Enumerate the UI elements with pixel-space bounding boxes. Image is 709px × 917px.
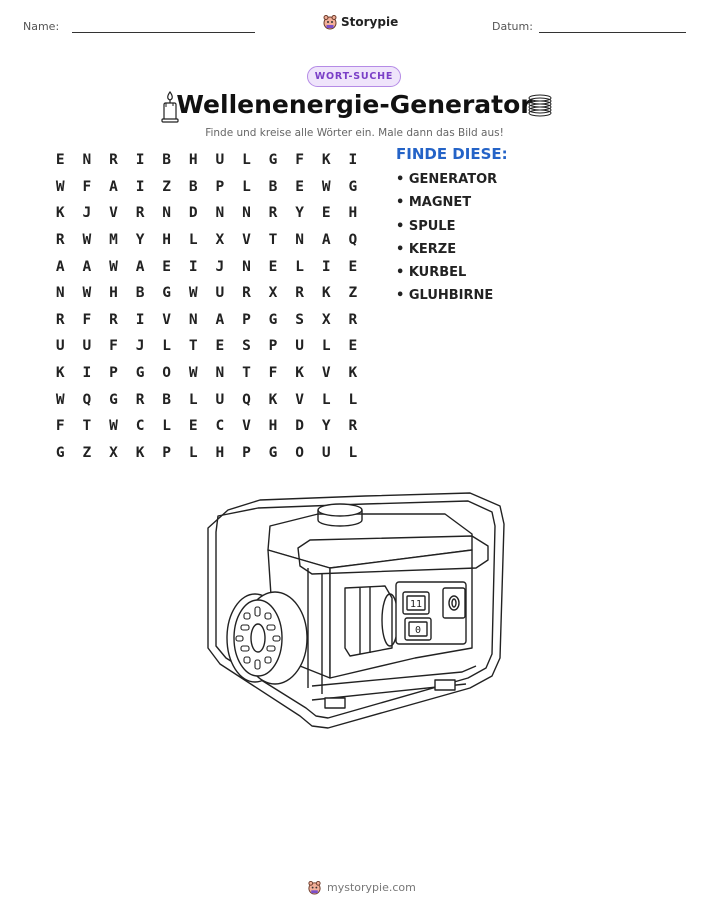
grid-letter[interactable]: I <box>135 178 145 195</box>
brand-name: Storypie <box>341 15 399 29</box>
grid-row <box>47 227 366 254</box>
grid-letter[interactable]: Z <box>162 178 172 195</box>
grid-letter[interactable]: M <box>109 232 118 249</box>
grid-letter[interactable]: U <box>55 338 65 355</box>
grid-letter[interactable]: A <box>55 258 65 275</box>
grid-letter[interactable]: R <box>242 285 251 302</box>
grid-row <box>47 174 366 201</box>
storypie-mascot-icon <box>307 880 322 895</box>
grid-letter[interactable]: P <box>109 365 118 382</box>
page-title: Wellenenergie-Generator <box>176 90 533 119</box>
grid-letter[interactable]: W <box>321 178 331 195</box>
grid-letter[interactable]: G <box>135 365 145 382</box>
brand-logo <box>322 14 398 30</box>
grid-letter[interactable]: L <box>162 418 172 435</box>
grid-letter[interactable]: A <box>215 311 225 328</box>
word-list-item: • MAGNET <box>396 195 472 211</box>
grid-letter[interactable]: N <box>215 365 225 382</box>
grid-letter[interactable]: W <box>109 418 118 435</box>
grid-letter[interactable]: H <box>162 232 172 249</box>
grid-letter[interactable]: K <box>295 365 304 382</box>
grid-row <box>47 333 366 360</box>
grid-letter[interactable]: U <box>321 444 331 461</box>
grid-letter[interactable]: A <box>321 232 331 249</box>
word-list-item: • KERZE <box>396 241 457 257</box>
grid-letter[interactable]: I <box>321 258 331 275</box>
grid-letter[interactable]: H <box>215 444 225 461</box>
grid-letter[interactable]: F <box>268 365 278 382</box>
grid-letter[interactable]: E <box>188 418 198 435</box>
grid-row <box>47 147 366 174</box>
grid-letter[interactable]: Z <box>348 285 358 302</box>
grid-letter[interactable]: G <box>268 444 278 461</box>
footer <box>307 880 416 895</box>
grid-letter[interactable]: R <box>295 285 304 302</box>
grid-letter[interactable]: B <box>162 391 172 408</box>
name-label: Name: <box>23 20 60 33</box>
grid-letter[interactable]: T <box>82 418 92 435</box>
grid-letter[interactable]: F <box>295 152 304 169</box>
grid-letter[interactable]: L <box>242 178 251 195</box>
grid-letter[interactable]: N <box>188 311 198 328</box>
grid-letter[interactable]: K <box>55 205 65 222</box>
grid-letter[interactable]: J <box>82 205 92 222</box>
grid-letter[interactable]: N <box>242 258 251 275</box>
grid-letter[interactable]: X <box>109 444 118 461</box>
grid-letter[interactable]: K <box>321 152 331 169</box>
grid-letter[interactable]: E <box>162 258 172 275</box>
grid-letter[interactable]: E <box>295 178 304 195</box>
grid-letter[interactable]: R <box>55 232 65 249</box>
grid-letter[interactable]: W <box>55 178 65 195</box>
grid-letter[interactable]: P <box>268 338 278 355</box>
grid-letter[interactable]: L <box>162 338 172 355</box>
grid-letter[interactable]: F <box>55 418 65 435</box>
grid-letter[interactable]: U <box>215 391 225 408</box>
grid-row <box>47 413 366 440</box>
grid-letter[interactable]: F <box>82 178 92 195</box>
grid-letter[interactable]: N <box>295 232 304 249</box>
word-list-title: FINDE DIESE: <box>396 145 508 163</box>
grid-letter[interactable]: R <box>135 391 145 408</box>
grid-letter[interactable]: U <box>215 152 225 169</box>
activity-badge: WORT-SUCHE <box>307 66 401 87</box>
grid-letter[interactable]: V <box>162 311 172 328</box>
word-list-item: • GENERATOR <box>396 172 498 187</box>
grid-letter[interactable]: J <box>215 258 225 275</box>
grid-letter[interactable]: V <box>109 205 118 222</box>
grid-letter[interactable]: K <box>135 444 145 461</box>
grid-letter[interactable]: A <box>82 258 92 275</box>
grid-row <box>47 253 366 280</box>
grid-letter[interactable]: G <box>162 285 172 302</box>
grid-letter[interactable]: L <box>348 391 358 408</box>
grid-letter[interactable]: L <box>348 444 358 461</box>
grid-letter[interactable]: I <box>135 152 145 169</box>
grid-letter[interactable]: I <box>82 365 92 382</box>
generator-illustration <box>200 488 510 743</box>
grid-letter[interactable]: Y <box>135 232 145 249</box>
grid-letter[interactable]: I <box>135 311 145 328</box>
grid-letter[interactable]: V <box>242 232 251 249</box>
grid-letter[interactable]: J <box>135 338 145 355</box>
grid-letter[interactable]: H <box>109 285 118 302</box>
grid-letter[interactable]: R <box>348 418 358 435</box>
word-list-item: • SPULE <box>396 218 456 234</box>
grid-letter[interactable]: Q <box>348 232 358 249</box>
instructions: Finde und kreise alle Wörter ein. Male dann das Bild aus! <box>205 127 504 139</box>
generator-switch-top: 11 <box>409 599 423 610</box>
grid-letter[interactable]: P <box>162 444 172 461</box>
grid-letter[interactable]: L <box>295 258 304 275</box>
grid-letter[interactable]: Q <box>82 391 92 408</box>
grid-letter[interactable]: R <box>55 311 65 328</box>
grid-letter[interactable]: E <box>215 338 225 355</box>
word-list-item: • KURBEL <box>396 265 467 281</box>
grid-letter[interactable]: E <box>268 258 278 275</box>
grid-letter[interactable]: E <box>348 338 358 355</box>
grid-row <box>47 200 366 227</box>
grid-letter[interactable]: P <box>215 178 225 195</box>
grid-row <box>47 307 366 334</box>
grid-letter[interactable]: F <box>109 338 118 355</box>
grid-letter[interactable]: O <box>162 365 172 382</box>
grid-letter[interactable]: X <box>321 311 331 328</box>
grid-letter[interactable]: K <box>268 391 278 408</box>
grid-letter[interactable]: W <box>188 365 198 382</box>
grid-letter[interactable]: L <box>188 444 198 461</box>
grid-row <box>47 386 366 413</box>
grid-letter[interactable]: U <box>82 338 92 355</box>
grid-letter[interactable]: N <box>242 205 251 222</box>
grid-letter[interactable]: W <box>55 391 65 408</box>
date-field[interactable] <box>539 32 686 33</box>
grid-letter[interactable]: L <box>321 391 331 408</box>
grid-letter[interactable]: C <box>215 418 225 435</box>
grid-letter[interactable]: G <box>348 178 358 195</box>
word-list <box>396 172 497 312</box>
grid-letter[interactable]: N <box>82 152 92 169</box>
grid-letter[interactable]: N <box>162 205 172 222</box>
grid-row <box>47 280 366 307</box>
grid-letter[interactable]: V <box>321 365 331 382</box>
grid-letter[interactable]: Q <box>242 391 251 408</box>
grid-letter[interactable]: Y <box>295 205 304 222</box>
grid-letter[interactable]: R <box>109 152 118 169</box>
grid-letter[interactable]: E <box>321 205 331 222</box>
coil-icon <box>526 93 554 119</box>
grid-letter[interactable]: D <box>295 418 304 435</box>
grid-letter[interactable]: T <box>188 338 198 355</box>
grid-letter[interactable]: Y <box>321 418 331 435</box>
grid-row <box>47 360 366 387</box>
grid-letter[interactable]: W <box>188 285 198 302</box>
grid-letter[interactable]: G <box>109 391 118 408</box>
grid-letter[interactable]: R <box>348 311 358 328</box>
grid-letter[interactable]: T <box>242 365 251 382</box>
grid-letter[interactable]: Z <box>82 444 92 461</box>
grid-letter[interactable]: H <box>188 152 198 169</box>
grid-letter[interactable]: R <box>109 311 118 328</box>
grid-letter[interactable]: L <box>188 232 198 249</box>
footer-url: mystorypie.com <box>327 881 416 894</box>
grid-letter[interactable]: S <box>295 311 304 328</box>
grid-letter[interactable]: V <box>242 418 251 435</box>
grid-letter[interactable]: X <box>268 285 278 302</box>
grid-letter[interactable]: I <box>188 258 198 275</box>
grid-letter[interactable]: D <box>188 205 198 222</box>
grid-letter[interactable]: B <box>162 152 172 169</box>
grid-letter[interactable]: K <box>348 365 358 382</box>
date-label: Datum: <box>492 20 533 33</box>
grid-letter[interactable]: P <box>242 311 251 328</box>
grid-letter[interactable]: N <box>55 285 65 302</box>
grid-letter[interactable]: B <box>268 178 278 195</box>
grid-letter[interactable]: H <box>268 418 278 435</box>
grid-letter[interactable]: F <box>82 311 92 328</box>
grid-letter[interactable]: N <box>215 205 225 222</box>
grid-letter[interactable]: K <box>321 285 331 302</box>
grid-letter[interactable]: L <box>242 152 251 169</box>
grid-letter[interactable]: E <box>348 258 358 275</box>
grid-letter[interactable]: R <box>135 205 145 222</box>
grid-letter[interactable]: I <box>348 152 358 169</box>
generator-switch-bottom: 0 <box>414 625 422 636</box>
grid-letter[interactable]: K <box>55 365 65 382</box>
grid-letter[interactable]: G <box>268 152 278 169</box>
grid-letter[interactable]: A <box>109 178 118 195</box>
word-search-grid <box>47 147 366 466</box>
grid-letter[interactable]: U <box>295 338 304 355</box>
storypie-mascot-icon <box>322 14 338 30</box>
grid-letter[interactable]: L <box>188 391 198 408</box>
grid-letter[interactable]: C <box>135 418 145 435</box>
word-list-item: • GLUHBIRNE <box>396 288 494 304</box>
grid-letter[interactable]: G <box>55 444 65 461</box>
name-field[interactable] <box>72 32 255 33</box>
grid-letter[interactable]: U <box>215 285 225 302</box>
grid-letter[interactable]: O <box>295 444 304 461</box>
grid-letter[interactable]: W <box>82 285 92 302</box>
grid-letter[interactable]: S <box>242 338 251 355</box>
grid-letter[interactable]: B <box>188 178 198 195</box>
grid-letter[interactable]: W <box>82 232 92 249</box>
grid-letter[interactable]: T <box>268 232 278 249</box>
grid-letter[interactable]: W <box>109 258 118 275</box>
grid-letter[interactable]: L <box>321 338 331 355</box>
grid-letter[interactable]: G <box>268 311 278 328</box>
grid-letter[interactable]: H <box>348 205 358 222</box>
grid-letter[interactable]: V <box>295 391 304 408</box>
grid-row <box>47 440 366 467</box>
grid-letter[interactable]: R <box>268 205 278 222</box>
grid-letter[interactable]: E <box>55 152 65 169</box>
grid-letter[interactable]: A <box>135 258 145 275</box>
grid-letter[interactable]: B <box>135 285 145 302</box>
grid-letter[interactable]: X <box>215 232 225 249</box>
grid-letter[interactable]: P <box>242 444 251 461</box>
